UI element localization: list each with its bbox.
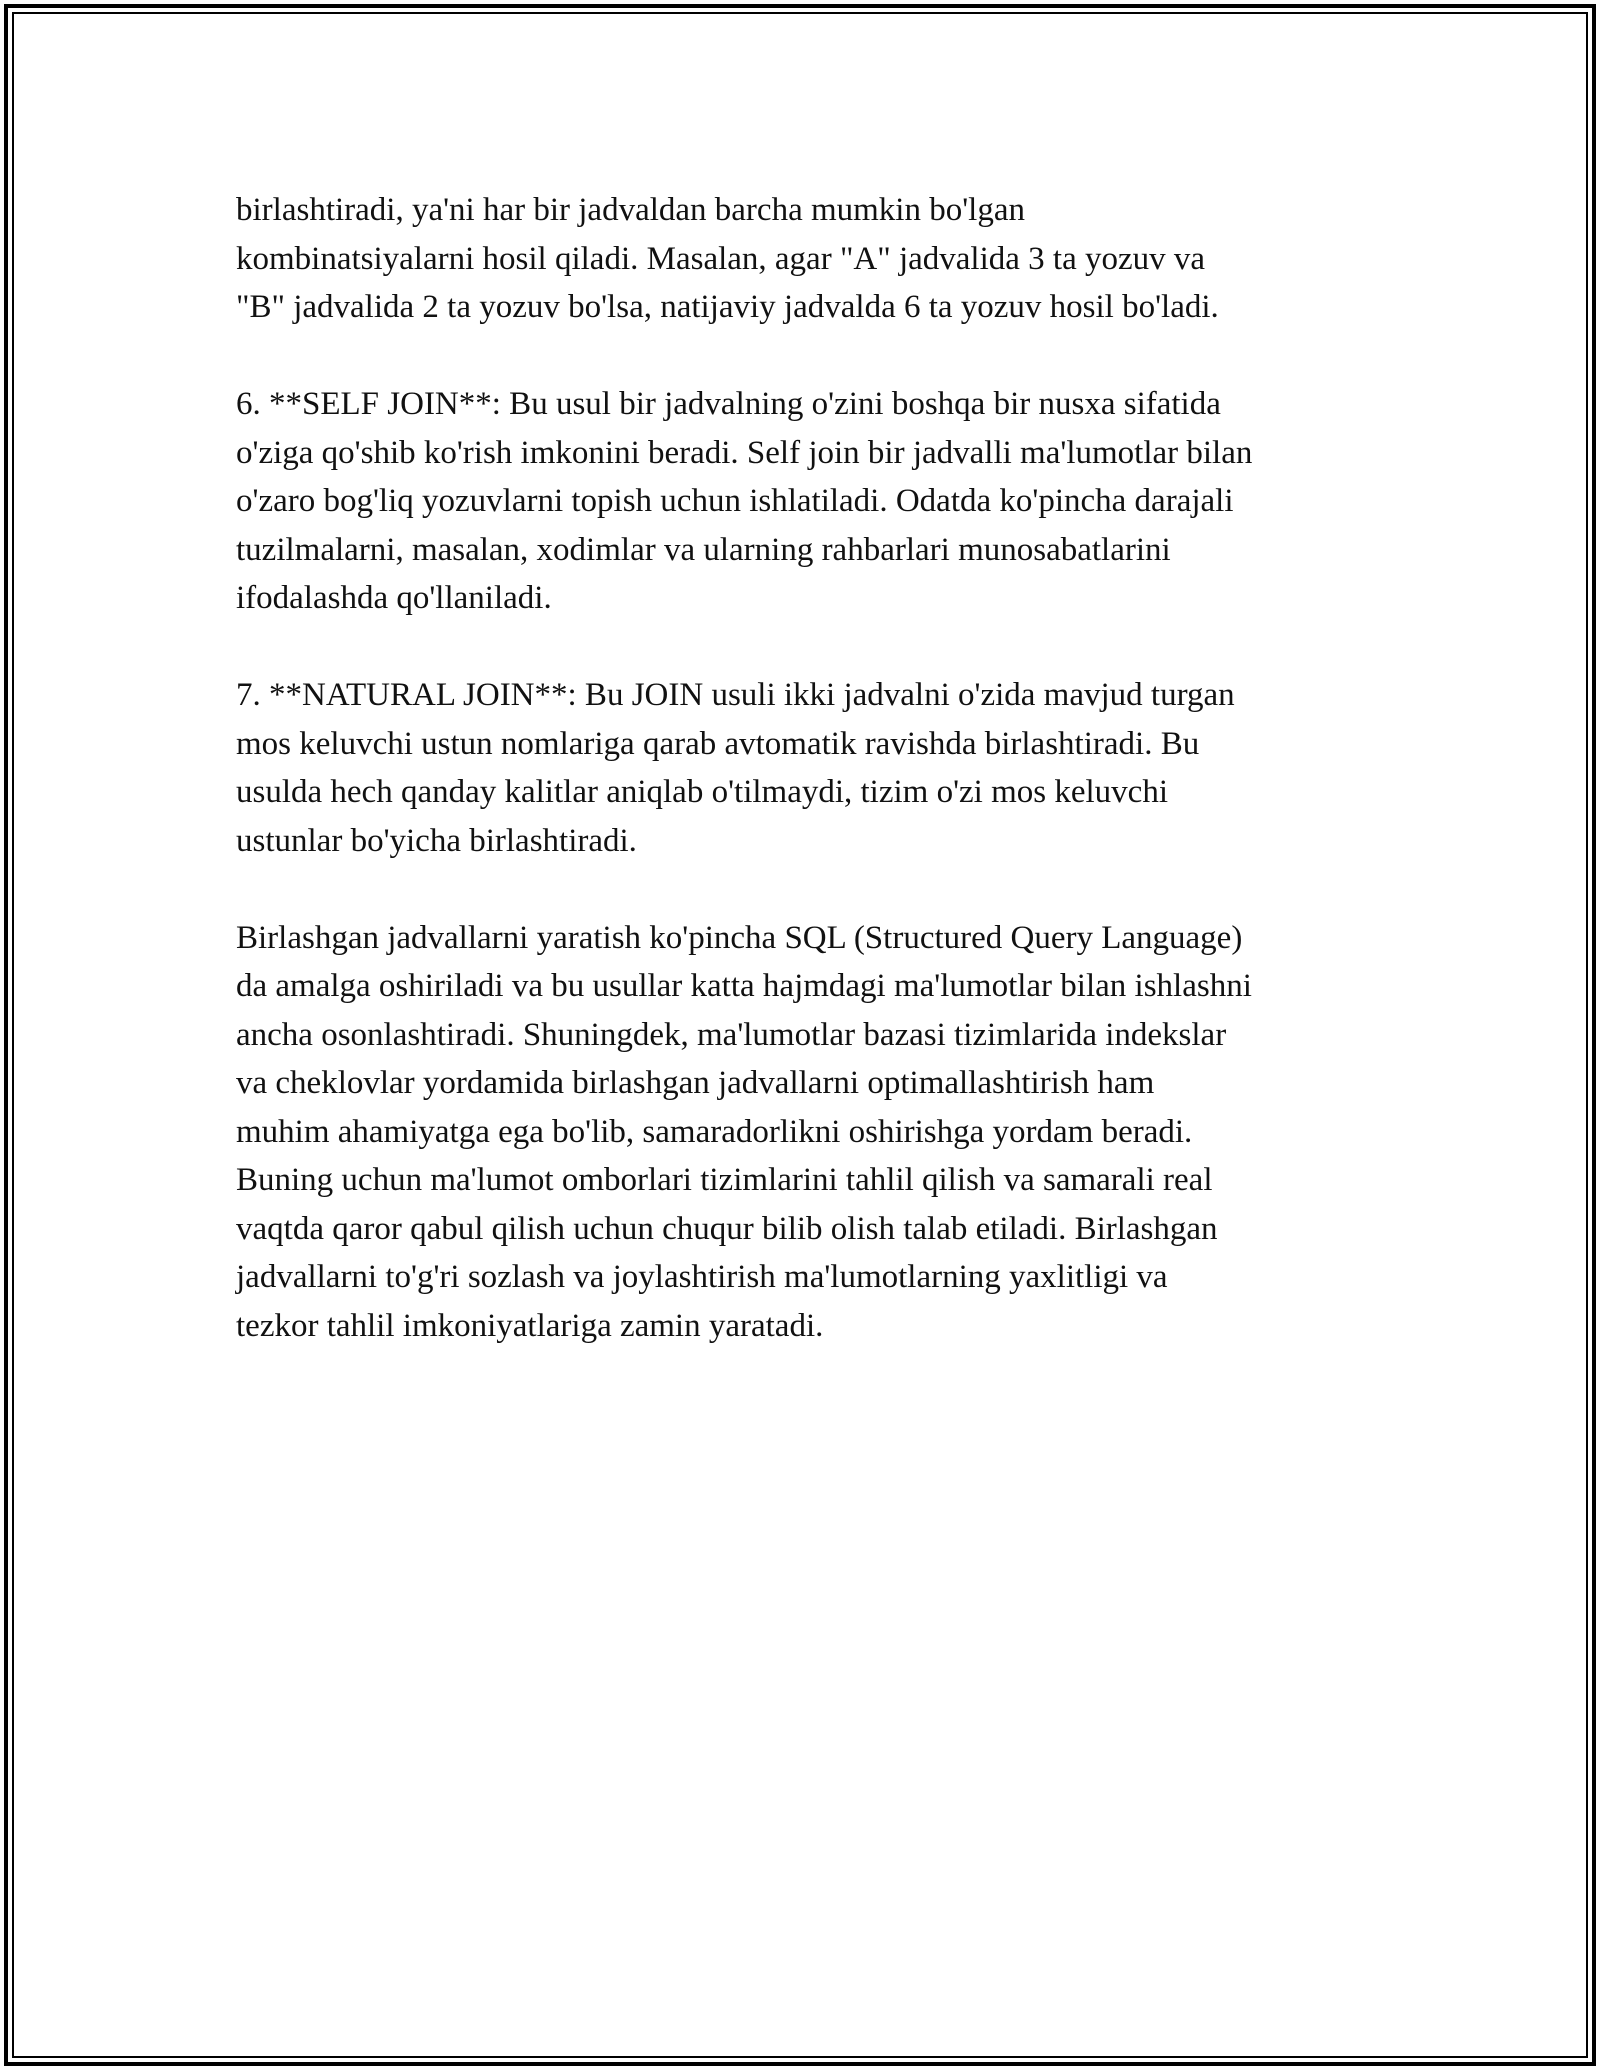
paragraph-cross-join-continuation: birlashtiradi, ya'ni har bir jadvaldan barcha mumkin bo'lgan kombinatsiyalarni hosil qiladi. Masalan, agar "A" jadvalida 3 ta yozuv va "B" jadvalida 2 ta yozuv bo'lsa, natijaviy jadvalda 6 ta yozuv hosil bo'ladi. xyxy=(236,192,1219,325)
document-body xyxy=(236,186,1386,1399)
paragraph-self-join: 6. **SELF JOIN**: Bu usul bir jadvalning o'zini boshqa bir nusxa sifatida o'ziga qo'shib ko'rish imkonini beradi. Self join bir jadvalli ma'lumotlar bilan o'zaro bog'liq yozuvlarni topish uchun ishlatiladi. Odatda ko'pincha darajali tuzilmalarni, masalan, xodimlar va ularning rahbarlari munosabatlarini ifodalashda qo'llaniladi. xyxy=(236,386,1253,616)
paragraph-conclusion: Birlashgan jadvallarni yaratish ko'pincha SQL (Structured Query Language) da amalga oshiriladi va bu usullar katta hajmdagi ma'lumotlar bilan ishlashni ancha osonlashtiradi. Shuningdek, ma'lumotlar bazasi tizimlarida indekslar va cheklovlar yordamida birlashgan jadvallarni optimallashtirish ham muhim ahamiyatga ega bo'lib, samaradorlikni oshirishga yordam beradi. Buning uchun ma'lumot omborlari tizimlarini tahlil qilish va samarali real vaqtda qaror qabul qilish uchun chuqur bilib olish talab etiladi. Birlashgan jadvallarni to'g'ri sozlash va joylashtirish ma'lumotlarning yaxlitligi va tezkor tahlil imkoniyatlariga zamin yaratadi. xyxy=(236,919,1252,1344)
paragraph-natural-join: 7. **NATURAL JOIN**: Bu JOIN usuli ikki jadvalni o'zida mavjud turgan mos keluvchi ustun nomlariga qarab avtomatik ravishda birlashtiradi. Bu usulda hech qanday kalitlar aniqlab o'tilmaydi, tizim o'zi mos keluvchi ustunlar bo'yicha birlashtiradi. xyxy=(236,677,1235,859)
